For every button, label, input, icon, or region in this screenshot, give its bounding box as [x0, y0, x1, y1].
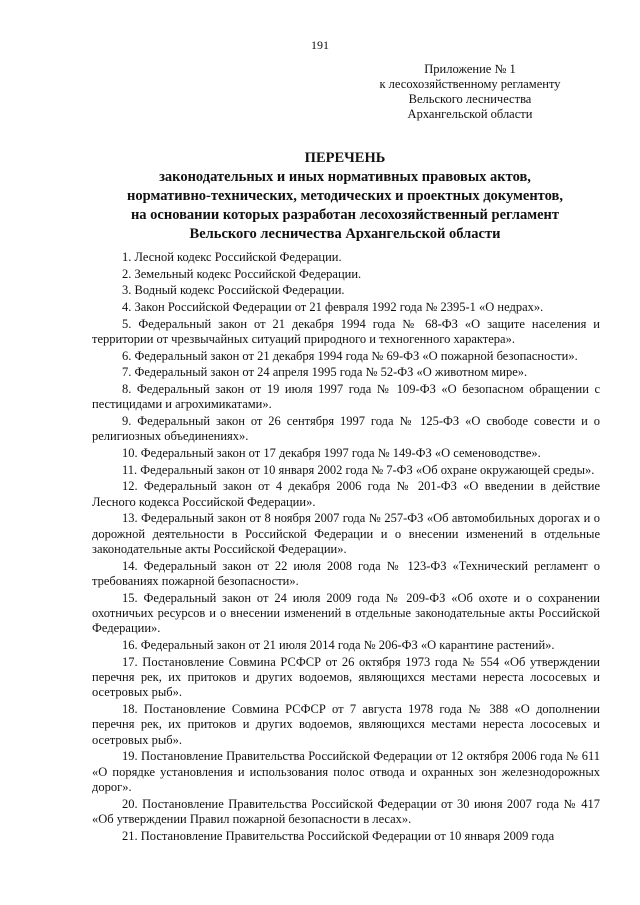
list-item: 6. Федеральный закон от 21 декабря 1994 года № 69-ФЗ «О пожарной безопасности».	[122, 348, 578, 363]
list-item: 11. Федеральный закон от 10 января 2002 года № 7-ФЗ «Об охране окружающей среды».	[122, 462, 595, 477]
list-item: 21. Постановление Правительства Российской Федерации от 10 января 2009 года	[122, 828, 555, 843]
list-item: 19. Постановление Правительства Российской Федерации от 12 октября 2006 года № 611 «О порядке установления и использования полос отвода и охранных зон железнодорожных дорог».	[92, 749, 600, 794]
list-item: 16. Федеральный закон от 21 июля 2014 года № 206-ФЗ «О карантине растений».	[122, 637, 555, 652]
list-item: 12. Федеральный закон от 4 декабря 2006 года № 201-ФЗ «О введении в действие Лесного кодекса Российской Федерации».	[92, 479, 600, 509]
list-item: 14. Федеральный закон от 22 июля 2008 года № 123-ФЗ «Технический регламент о требованиях пожарной безопасности».	[92, 558, 600, 589]
title-heading: ПЕРЕЧЕНЬ	[304, 150, 386, 166]
document-list	[92, 250, 600, 845]
list-item: 18. Постановление Совмина РСФСР от 7 августа 1978 года № 388 «О дополнении перечня рек, их притоков и других водоемов, являющихся местами нереста лососевых и осетровых рыб».	[92, 701, 600, 747]
list-item: 7. Федеральный закон от 24 апреля 1995 года № 52-ФЗ «О животном мире».	[122, 365, 528, 380]
title-line: Вельского лесничества Архангельской области	[189, 226, 501, 242]
list-item: 3. Водный кодекс Российской Федерации.	[122, 283, 345, 298]
appendix-line: Архангельской области	[407, 107, 533, 121]
list-item: 4. Закон Российской Федерации от 21 февраля 1992 года № 2395-1 «О недрах».	[122, 300, 544, 315]
list-item: 13. Федеральный закон от 8 ноября 2007 года № 257-ФЗ «Об автомобильных дорогах и о дорожной деятельности в Российской Федерации и о внесении изменений в отдельные законодательные акты Российской Федерации».	[92, 511, 600, 557]
title-line: нормативно-технических, методических и проектных документов,	[127, 188, 563, 204]
list-item: 15. Федеральный закон от 24 июля 2009 года № 209-ФЗ «Об охоте и о сохранении охотничьих ресурсов и о внесении изменений в отдельные законодательные акты Российской Федерации».	[92, 590, 600, 636]
list-item: 10. Федеральный закон от 17 декабря 1997 года № 149-ФЗ «О семеноводстве».	[122, 446, 541, 461]
title-line: на основании которых разработан лесохозяйственный регламент	[130, 207, 560, 223]
list-item: 2. Земельный кодекс Российской Федерации.	[122, 266, 362, 281]
list-item: 9. Федеральный закон от 26 сентября 1997 года № 125-ФЗ «О свободе совести и о религиозных объединениях».	[92, 414, 600, 444]
appendix-note	[360, 62, 580, 122]
appendix-line: Приложение № 1	[424, 62, 516, 76]
list-item: 5. Федеральный закон от 21 декабря 1994 года № 68-ФЗ «О защите населения и территории от чрезвычайных ситуаций природного и техногенного характера».	[92, 316, 600, 347]
document-title	[90, 149, 600, 244]
list-item: 8. Федеральный закон от 19 июля 1997 года № 109-ФЗ «О безопасном обращении с пестицидами и агрохимикатами».	[92, 382, 600, 412]
page-number: 191	[311, 38, 329, 52]
title-line: законодательных и иных нормативных правовых актов,	[159, 169, 531, 185]
list-item: 17. Постановление Совмина РСФСР от 26 октября 1973 года № 554 «Об утверждении перечня рек, их притоков и других водоемов, являющихся местами нереста лососевых и осетровых рыб».	[92, 654, 600, 700]
appendix-line: Вельского лесничества	[408, 92, 532, 106]
list-item: 20. Постановление Правительства Российской Федерации от 30 июня 2007 года № 417 «Об утверждении Правил пожарной безопасности в лесах».	[92, 796, 600, 826]
appendix-line: к лесохозяйственному регламенту	[379, 77, 561, 91]
list-item: 1. Лесной кодекс Российской Федерации.	[122, 250, 342, 264]
